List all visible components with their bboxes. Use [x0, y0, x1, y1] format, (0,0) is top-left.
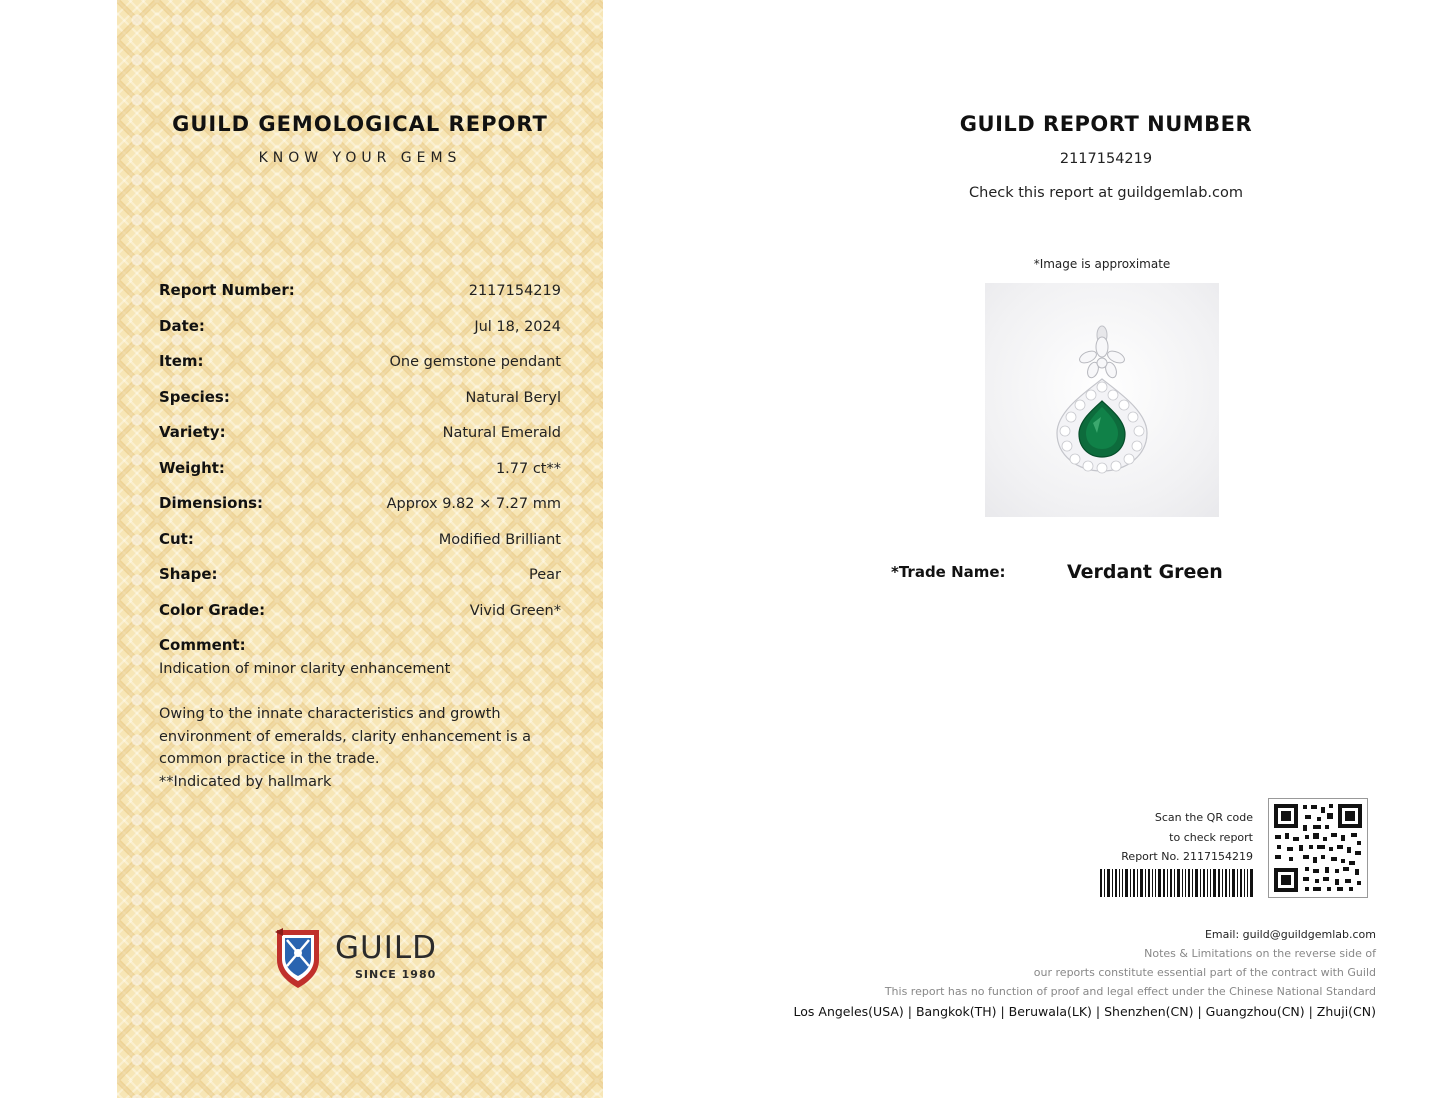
- comment-text: Indication of minor clarity enhancement: [159, 661, 451, 677]
- detail-row-item: [159, 352, 561, 388]
- qr-report-number: Report No. 2117154219: [1121, 850, 1253, 863]
- lab-locations: Los Angeles(USA) | Bangkok(TH) | Beruwala(LK) | Shenzhen(CN) | Guangzhou(CN) | Zhuji(CN): [793, 1004, 1376, 1019]
- detail-label: Shape:: [159, 565, 218, 583]
- guild-logo: [273, 926, 463, 992]
- barcode: [1100, 869, 1255, 897]
- detail-value: Natural Beryl: [465, 389, 561, 406]
- detail-row-date: [159, 317, 561, 353]
- note-line: **Indicated by hallmark: [159, 773, 332, 790]
- detail-value: 1.77 ct**: [495, 460, 561, 477]
- enhancement-note: [159, 703, 559, 793]
- shield-icon: [273, 926, 323, 990]
- qr-pattern: [1269, 799, 1367, 897]
- detail-row-variety: [159, 423, 561, 459]
- contact-email: Email: guild@guildgemlab.com: [1204, 928, 1376, 941]
- notes-line: Notes & Limitations on the reverse side of: [1144, 947, 1376, 960]
- detail-row-species: [159, 388, 561, 424]
- report-number-title: GUILD REPORT NUMBER: [959, 112, 1253, 136]
- detail-row-report-number: [159, 281, 561, 317]
- report-card-panel: [117, 0, 603, 1098]
- detail-row-weight: [159, 459, 561, 495]
- detail-label: Color Grade:: [159, 600, 266, 619]
- verify-text: Check this report at guildgemlab.com: [969, 185, 1243, 201]
- detail-row-dimensions: [159, 494, 561, 530]
- comment-label: Comment:: [159, 636, 246, 654]
- detail-label: Date:: [159, 316, 205, 335]
- pendant-image: [985, 283, 1219, 517]
- report-tagline: KNOW YOUR GEMS: [258, 150, 462, 166]
- detail-value: Approx 9.82 × 7.27 mm: [386, 496, 561, 512]
- details-list: [159, 281, 561, 636]
- detail-label: Variety:: [159, 423, 226, 441]
- detail-label: Report Number:: [159, 281, 295, 299]
- detail-row-shape: [159, 565, 561, 601]
- logo-since: SINCE 1980: [355, 968, 437, 981]
- detail-row-color-grade: [159, 601, 561, 637]
- note-line: Owing to the innate characteristics and growth: [159, 706, 501, 722]
- detail-label: Item:: [159, 352, 204, 370]
- detail-value: Modified Brilliant: [438, 531, 561, 548]
- detail-value: Pear: [529, 567, 561, 583]
- trade-name-label: *Trade Name:: [891, 563, 1006, 581]
- detail-label: Species:: [159, 387, 230, 406]
- detail-value: Jul 18, 2024: [474, 318, 561, 335]
- trade-name-value: Verdant Green: [1067, 561, 1223, 583]
- detail-value: Natural Emerald: [442, 425, 561, 441]
- detail-value: One gemstone pendant: [389, 354, 561, 370]
- detail-value: Vivid Green*: [469, 602, 561, 619]
- note-line: environment of emeralds, clarity enhancement is a: [159, 728, 531, 745]
- logo-wordmark: GUILD: [335, 930, 437, 966]
- disclaimer-line: This report has no function of proof and legal effect under the Chinese National Standard: [884, 985, 1376, 998]
- notes-line: our reports constitute essential part of the contract with Guild: [1033, 966, 1376, 979]
- qr-instruction-line: to check report: [1169, 831, 1253, 844]
- qr-instruction-line: Scan the QR code: [1154, 811, 1253, 824]
- image-note: *Image is approximate: [1033, 257, 1171, 271]
- pendant-photo: [985, 283, 1219, 517]
- report-title: GUILD GEMOLOGICAL REPORT: [172, 112, 548, 136]
- report-number: 2117154219: [1059, 151, 1153, 167]
- detail-label: Dimensions:: [159, 494, 264, 512]
- qr-code[interactable]: [1268, 798, 1368, 898]
- note-line: common practice in the trade.: [159, 751, 380, 767]
- detail-row-cut: [159, 530, 561, 566]
- detail-label: Cut:: [159, 529, 194, 548]
- detail-label: Weight:: [159, 458, 225, 477]
- detail-value: 2117154219: [468, 283, 561, 299]
